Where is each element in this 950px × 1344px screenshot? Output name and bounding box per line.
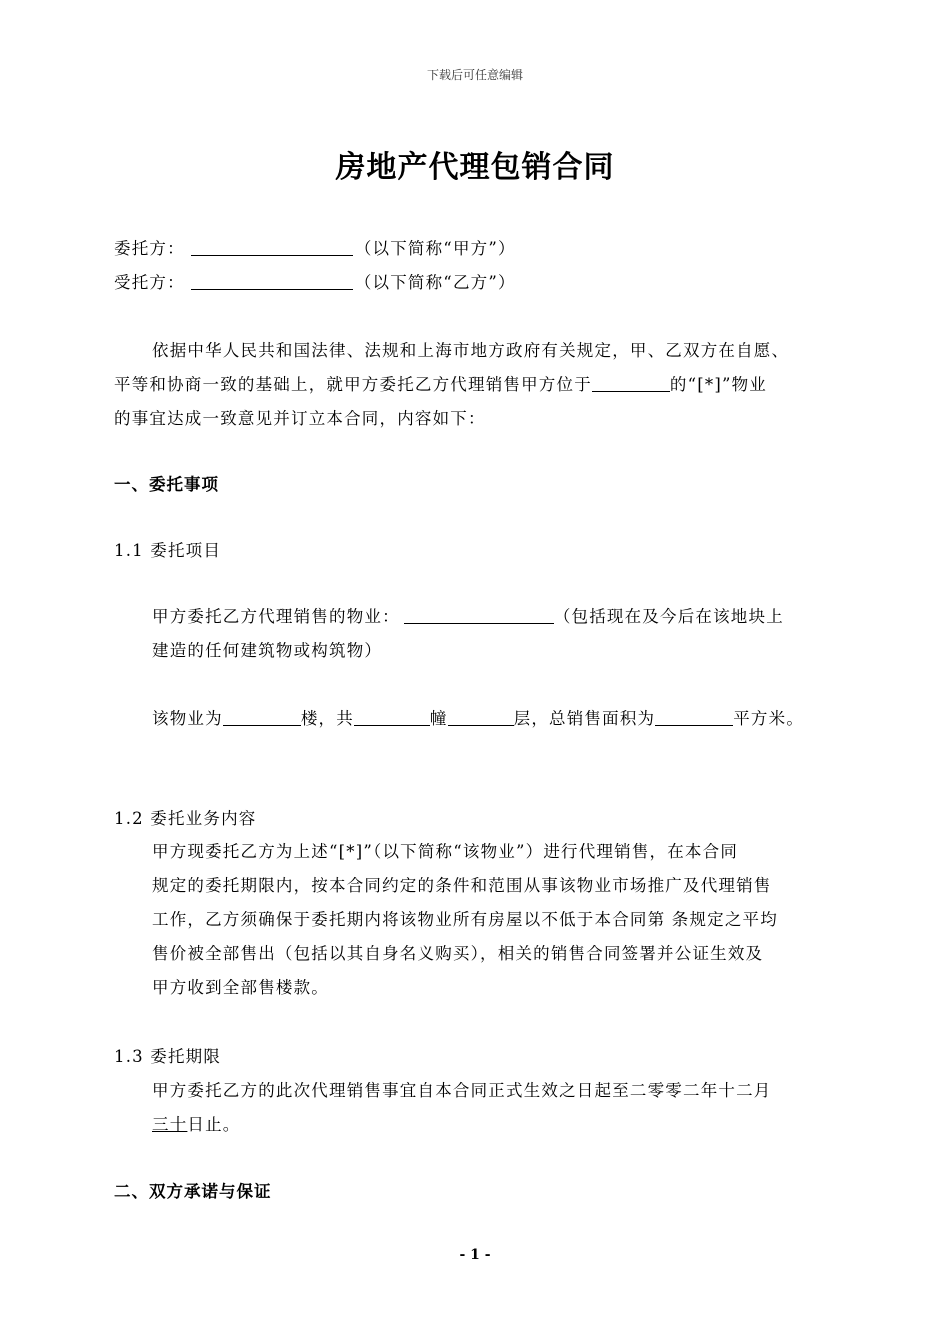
agent-suffix: （以下简称“乙方”）: [354, 273, 516, 292]
section-1-3-title: 1.3 委托期限: [114, 1047, 222, 1066]
intro-line-2: [114, 371, 767, 395]
client-suffix: （以下简称“甲方”）: [354, 239, 516, 258]
intro-line-3: 的事宜达成一致意见并订立本合同，内容如下：: [114, 409, 486, 428]
property-label: 甲方委托乙方代理销售的物业：: [152, 607, 400, 626]
section-1-3-line-2: [152, 1111, 241, 1135]
area-blank: [655, 710, 733, 726]
floor-count-blank: [448, 710, 514, 726]
section-2-heading: 二、双方承诺与保证: [114, 1182, 272, 1201]
property-details-line: [152, 705, 804, 729]
agent-label: 受托方：: [114, 273, 185, 292]
client-blank: [191, 240, 353, 256]
property-details-e: 平方米。: [733, 709, 805, 728]
section-1-heading: 一、委托事项: [114, 475, 219, 494]
page-number: - 1 -: [459, 1247, 491, 1263]
property-blank: [404, 608, 554, 624]
section-1-2-line: 甲方收到全部售楼款。: [152, 978, 329, 997]
section-1-2-line: 售价被全部售出（包括以其自身名义购买），相关的销售合同签署并公证生效及: [152, 944, 764, 963]
section-1-2-line: 甲方现委托乙方为上述“[*]”（以下简称“该物业”）进行代理销售，在本合同: [152, 842, 739, 861]
client-line: [114, 235, 516, 259]
end-date-rest: 日止。: [187, 1115, 241, 1134]
agent-blank: [191, 274, 353, 290]
building-count-blank: [354, 710, 430, 726]
intro-line-2-text-a: 平等和协商一致的基础上，就甲方委托乙方代理销售甲方位于: [114, 375, 592, 394]
property-details-b: 楼，共: [300, 709, 354, 728]
section-1-3-line-1: 甲方委托乙方的此次代理销售事宜自本合同正式生效之日起至二零零二年十二月: [152, 1081, 772, 1100]
property-details-a: 该物业为: [152, 709, 223, 728]
building-type-blank: [223, 710, 301, 726]
property-note: （包括现在及今后在该地块上: [553, 607, 784, 626]
intro-line-2-text-b: 的“[*]”物业: [669, 375, 768, 394]
end-date-underlined: 三十: [152, 1115, 188, 1134]
agent-line: [114, 269, 516, 293]
section-1-1-line-1: [152, 603, 784, 627]
section-1-2-line: 工作，乙方须确保于委托期内将该物业所有房屋以不低于本合同第 条规定之平均: [152, 910, 778, 929]
page-header: 下载后可任意编辑: [426, 68, 523, 82]
property-details-d: 层，总销售面积为: [513, 709, 656, 728]
property-details-c: 幢: [429, 709, 448, 728]
section-1-1-title: 1.1 委托项目: [114, 541, 222, 560]
client-label: 委托方：: [114, 239, 185, 258]
section-1-1-line-2: 建造的任何建筑物或构筑物）: [152, 641, 383, 660]
section-1-2-line: 规定的委托期限内，按本合同约定的条件和范围从事该物业市场推广及代理销售: [152, 876, 772, 895]
location-blank: [592, 376, 670, 392]
intro-line-1: 依据中华人民共和国法律、法规和上海市地方政府有关规定，甲、乙双方在自愿、: [152, 341, 790, 360]
section-1-2-title: 1.2 委托业务内容: [114, 809, 257, 828]
document-title: 房地产代理包销合同: [335, 150, 615, 185]
